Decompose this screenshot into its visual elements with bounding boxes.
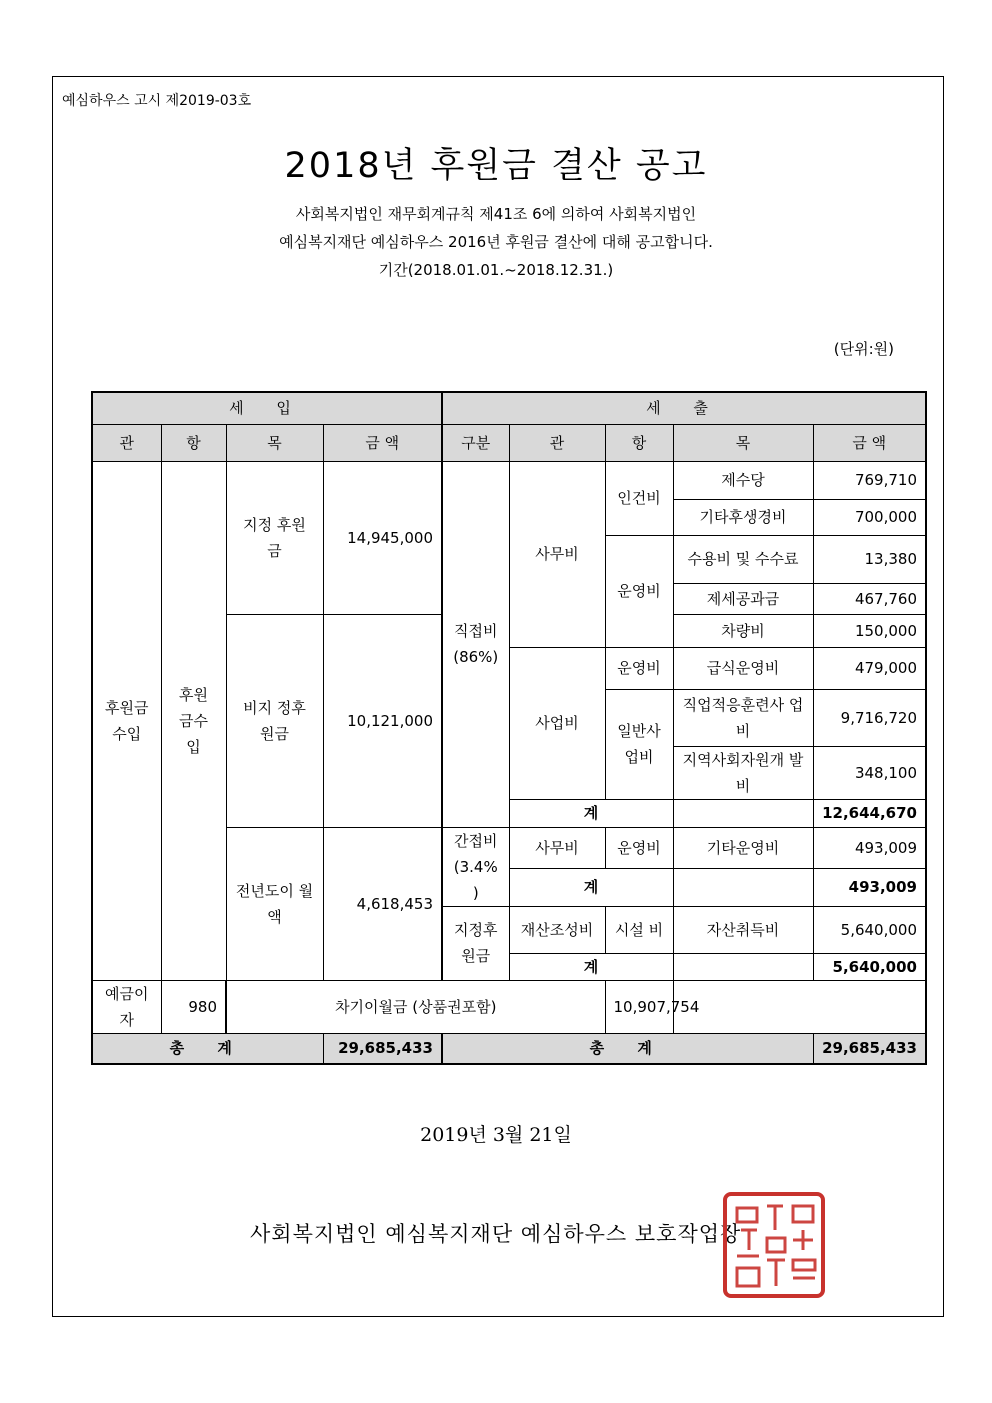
designated-label: 지정후 원금: [442, 906, 509, 980]
income-amount: 4,618,453: [323, 827, 442, 980]
col-mok: 목: [226, 424, 323, 461]
col-amount: 금 액: [323, 424, 442, 461]
income-mok: 비지 정후 원금: [226, 614, 323, 827]
indirect-subtotal: 493,009: [813, 869, 926, 906]
col-mok: 목: [673, 424, 813, 461]
signer-name: 사회복지법인 예심복지재단 예심하우스 보호작업장: [250, 1222, 742, 1246]
expense-header: 세 출: [442, 392, 926, 424]
income-amount: 14,945,000: [323, 461, 442, 614]
expense-mok: 제수당: [673, 461, 813, 499]
direct-subtotal-label: 계: [509, 799, 673, 827]
indirect-gwan: 사무비: [509, 827, 605, 869]
expense-amount: 150,000: [813, 614, 926, 647]
business-ops-hang: 운영비: [605, 647, 673, 689]
expense-amount: 5,640,000: [813, 906, 926, 953]
col-gwan: 관: [92, 424, 161, 461]
direct-subtotal: 12,644,670: [813, 799, 926, 827]
general-hang: 일반사 업비: [605, 689, 673, 799]
income-gwan: 후원금 수입: [92, 461, 161, 980]
expense-amount: 493,009: [813, 827, 926, 869]
indirect-label: 간접비 (3.4% ): [442, 827, 509, 906]
expense-mok: 기타운영비: [673, 827, 813, 869]
col-hang: 항: [161, 424, 226, 461]
expense-amount: 769,710: [813, 461, 926, 499]
designated-subtotal-label: 계: [509, 953, 673, 980]
income-mok: 전년도이 월액: [226, 827, 323, 980]
office-gwan: 사무비: [509, 461, 605, 647]
income-total: 29,685,433: [323, 1033, 442, 1064]
income-mok: 예금이자: [92, 980, 161, 1033]
income-mok: 지정 후원 금: [226, 461, 323, 614]
notice-date: 2019년 3월 21일: [420, 1124, 572, 1146]
business-gwan: 사업비: [509, 647, 605, 799]
income-hang: 후원 금수 입: [161, 461, 226, 980]
income-amount: 980: [161, 980, 226, 1033]
unit-label: (단위:원): [833, 340, 894, 358]
expense-total-label: 총 계: [442, 1033, 813, 1064]
indirect-hang: 운영비: [605, 827, 673, 869]
direct-label: 직접비 (86%): [442, 461, 509, 827]
expense-amount: 467,760: [813, 583, 926, 614]
settlement-table: [91, 391, 927, 1065]
notice-number: 예심하우스 고시 제2019-03호: [62, 93, 252, 109]
indirect-subtotal-label: 계: [509, 869, 673, 906]
ops-hang: 운영비: [605, 535, 673, 647]
expense-amount: 13,380: [813, 535, 926, 583]
carryover-label: 차기이월금 (상품권포함): [226, 980, 605, 1033]
carryover-amount: 10,907,754: [605, 980, 673, 1033]
expense-mok: 차량비: [673, 614, 813, 647]
expense-mok: 자산취득비: [673, 906, 813, 953]
expense-mok: 제세공과금: [673, 583, 813, 614]
expense-mok: 수용비 및 수수료: [673, 535, 813, 583]
expense-mok: 지역사회자원개 발비: [673, 746, 813, 799]
designated-subtotal: 5,640,000: [813, 953, 926, 980]
period: 기간(2018.01.01.~2018.12.31.): [378, 261, 614, 279]
income-header: 세 입: [92, 392, 442, 424]
expense-mok: 직업적응훈련사 업비: [673, 689, 813, 746]
income-amount: 10,121,000: [323, 614, 442, 827]
col-gwan: 관: [509, 424, 605, 461]
expense-amount: 700,000: [813, 499, 926, 535]
expense-amount: 348,100: [813, 746, 926, 799]
designated-hang: 시설 비: [605, 906, 673, 953]
intro-line-2: 예심복지재단 예심하우스 2016년 후원금 결산에 대해 공고합니다.: [279, 233, 713, 251]
intro-line-1: 사회복지법인 재무회계규칙 제41조 6에 의하여 사회복지법인: [295, 205, 697, 223]
expense-mok: 급식운영비: [673, 647, 813, 689]
labor-hang: 인건비: [605, 461, 673, 535]
col-hang: 항: [605, 424, 673, 461]
expense-mok: 기타후생경비: [673, 499, 813, 535]
expense-amount: 9,716,720: [813, 689, 926, 746]
designated-gwan: 재산조성비: [509, 906, 605, 953]
official-seal: [721, 1190, 827, 1300]
col-gubun: 구분: [442, 424, 509, 461]
page-title: 2018년 후원금 결산 공고: [284, 146, 708, 186]
expense-total: 29,685,433: [813, 1033, 926, 1064]
income-total-label: 총 계: [92, 1033, 323, 1064]
col-amount: 금 액: [813, 424, 926, 461]
expense-amount: 479,000: [813, 647, 926, 689]
